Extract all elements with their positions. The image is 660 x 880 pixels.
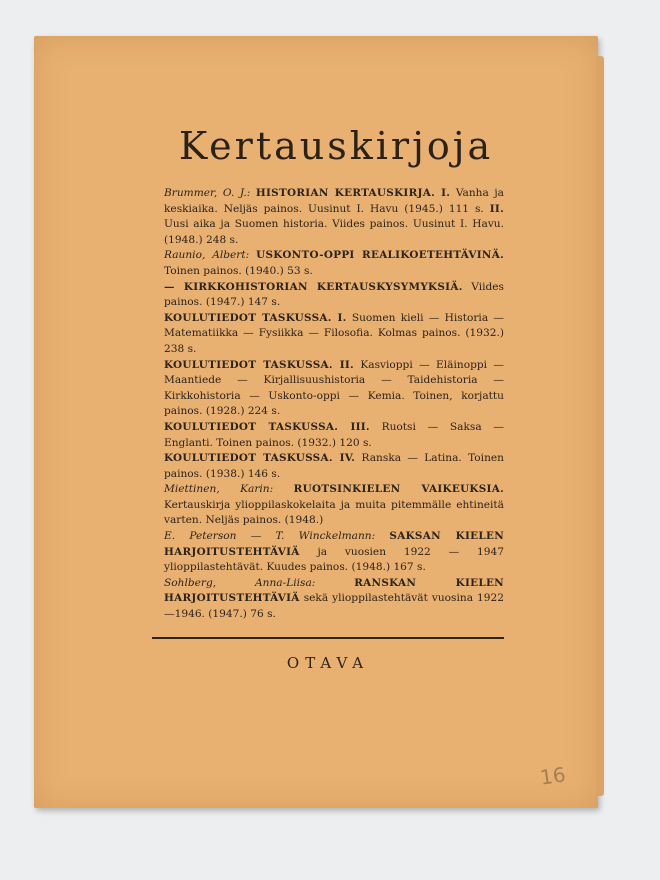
list-item: Brummer, O. J.: HISTORIAN KERTAUSKIRJA. I. Vanha ja keskiaika. Neljäs painos. Uusinut I. Havu (1945.) 111 s. II. Uusi aika ja Suomen historia. Viides painos. Uusinut I. Havu. (1948.) 248 s.: [164, 187, 504, 246]
list-item: KOULUTIEDOT TASKUSSA. I. Suomen kieli — Historia — Matematiikka — Fysiikka — Filosofia. Kolmas painos. (1932.) 238 s.: [164, 311, 504, 355]
book-back-cover: [34, 36, 598, 808]
book-list: [152, 186, 504, 623]
list-item: E. Peterson — T. Winckelmann: SAKSAN KIELEN HARJOITUSTEHTÄVIÄ ja vuosien 1922 — 1947 ylioppilastehtävät. Kuudes painos. (1948.) 167 s.: [164, 530, 505, 574]
list-item: — KIRKKOHISTORIAN KERTAUSKYSYMYKSIÄ. Viides painos. (1947.) 147 s.: [164, 280, 504, 309]
list-item: Miettinen, Karin: RUOTSINKIELEN VAIKEUKSIA. Kertauskirja ylioppilaskokelaita ja muita pitemmälle ehtineitä varten. Neljäs painos. (1948.): [164, 483, 505, 527]
publisher-name: OTAVA: [286, 654, 370, 672]
list-item: Raunio, Albert: USKONTO-OPPI REALIKOETEHTÄVINÄ. Toinen painos. (1940.) 53 s.: [164, 249, 504, 277]
list-item: KOULUTIEDOT TASKUSSA. III. Ruotsi — Saksa — Englanti. Toinen painos. (1932.) 120 s.: [164, 420, 504, 449]
page-title: Kertauskirjoja: [178, 124, 494, 168]
list-item: Sohlberg, Anna-Liisa: RANSKAN KIELEN HARJOITUSTEHTÄVIÄ sekä ylioppilastehtävät vuosina 1922—1946. (1947.) 76 s.: [164, 576, 504, 621]
divider: [152, 637, 504, 639]
pencil-price-note: 16: [538, 762, 567, 790]
list-item: KOULUTIEDOT TASKUSSA. IV. Ranska — Latina. Toinen painos. (1938.) 146 s.: [164, 452, 504, 480]
list-item: KOULUTIEDOT TASKUSSA. II. Kasvioppi — Eläinoppi — Maantiede — Kirjallisuushistoria — Taidehistoria — Kirkkohistoria — Uskonto-oppi — Kemia. Toinen, korjattu painos. (1928.) 224 s.: [164, 358, 504, 418]
